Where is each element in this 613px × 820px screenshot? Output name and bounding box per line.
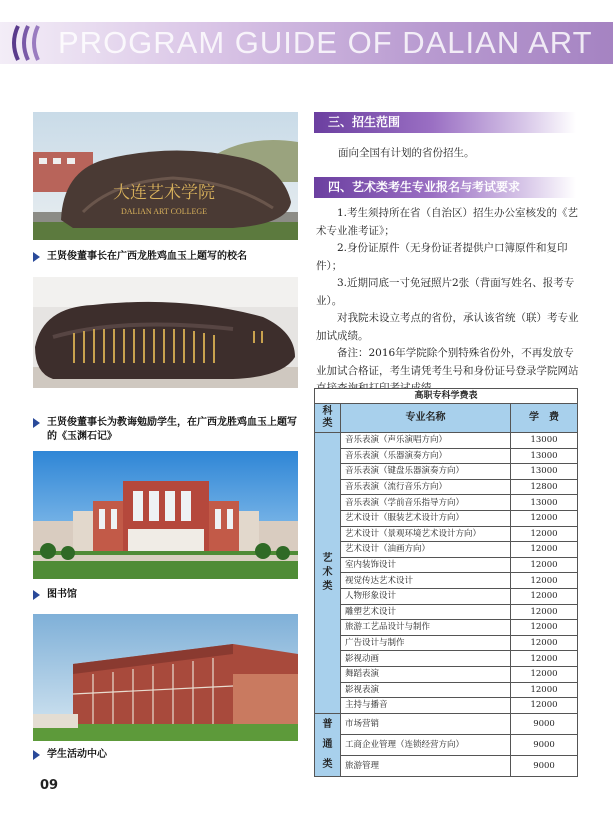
fee-cell: 12000 bbox=[511, 682, 578, 698]
photo-library bbox=[33, 451, 298, 579]
table-row bbox=[315, 755, 578, 776]
section-heading-enrollment-scope: 三、招生范围 bbox=[314, 112, 576, 133]
requirement-note-province: 对我院未设立考点的省份，承认该省统（联）考专业加试成绩。 bbox=[316, 312, 579, 342]
major-name-cell: 音乐表演（键盘乐器演奏方向） bbox=[341, 464, 511, 480]
requirement-note-remark: 备注：2016年学院除个别特殊省份外，不再发放专业加试合格证，考生请凭考生号和身份证号登录学院网站 bbox=[316, 347, 579, 377]
fee-cell: 12000 bbox=[511, 635, 578, 651]
major-name-cell: 旅游工艺品设计与制作 bbox=[341, 620, 511, 636]
table-row bbox=[315, 573, 578, 589]
caption-marker-icon bbox=[33, 252, 40, 262]
table-row bbox=[315, 479, 578, 495]
fee-cell: 12000 bbox=[511, 526, 578, 542]
photo-stone-school-name bbox=[33, 112, 298, 240]
major-name-cell: 工商企业管理（连锁经营方向） bbox=[341, 734, 511, 755]
photo-stone-essay bbox=[33, 277, 298, 388]
fee-cell: 12000 bbox=[511, 604, 578, 620]
major-name-cell: 室内装饰设计 bbox=[341, 557, 511, 573]
major-name-cell: 艺术设计（服装艺术设计方向） bbox=[341, 510, 511, 526]
banner-title: PROGRAM GUIDE OF DALIAN ART bbox=[58, 25, 593, 60]
fee-cell: 12000 bbox=[511, 620, 578, 636]
stone-inscription-latin: DALIAN ART COLLEGE bbox=[121, 207, 208, 216]
requirement-item-1: 1.考生须持所在省（自治区）招生办公室核发的《艺术专业准考证》； bbox=[316, 207, 579, 237]
category-cell: 普通类 bbox=[315, 713, 341, 776]
caption-marker-icon bbox=[33, 590, 40, 600]
major-name-cell: 音乐表演（声乐演唱方向） bbox=[341, 433, 511, 449]
table-row bbox=[315, 635, 578, 651]
major-name-cell: 音乐表演（流行音乐方向） bbox=[341, 479, 511, 495]
fee-cell: 12000 bbox=[511, 557, 578, 573]
major-name-cell: 旅游管理 bbox=[341, 755, 511, 776]
requirement-item-2: 2.身份证原件（无身份证者提供户口簿原件和复印件）； bbox=[316, 242, 568, 272]
table-row bbox=[315, 682, 578, 698]
section-heading-exam-requirements: 四、艺术类考生专业报名与考试要求 bbox=[314, 177, 576, 198]
major-name-cell: 艺术设计（景观环境艺术设计方向） bbox=[341, 526, 511, 542]
table-row bbox=[315, 495, 578, 511]
major-name-cell: 影视表演 bbox=[341, 682, 511, 698]
fee-cell: 12000 bbox=[511, 542, 578, 558]
major-name-cell: 雕塑艺术设计 bbox=[341, 604, 511, 620]
major-name-cell: 人物形象设计 bbox=[341, 588, 511, 604]
photo-caption-2: 王贤俊董事长为教诲勉励学生，在广西龙胜鸡血玉上题写的《玉渊石记》 bbox=[33, 416, 303, 444]
table-header-category: 科类 bbox=[315, 404, 341, 433]
fee-cell: 9000 bbox=[511, 713, 578, 734]
major-name-cell: 音乐表演（学前音乐指导方向） bbox=[341, 495, 511, 511]
tuition-fee-table bbox=[314, 388, 578, 777]
table-row bbox=[315, 542, 578, 558]
caption-marker-icon bbox=[33, 418, 40, 428]
table-row bbox=[315, 588, 578, 604]
fee-cell: 12000 bbox=[511, 573, 578, 589]
table-row bbox=[315, 604, 578, 620]
photo-caption-3: 图书馆 bbox=[33, 588, 303, 602]
fee-cell: 12000 bbox=[511, 588, 578, 604]
table-row bbox=[315, 698, 578, 714]
fee-cell: 9000 bbox=[511, 734, 578, 755]
enrollment-scope-text: 面向全国有计划的省份招生。 bbox=[338, 147, 475, 159]
fee-cell: 12000 bbox=[511, 510, 578, 526]
table-row bbox=[315, 734, 578, 755]
major-name-cell: 视觉传达艺术设计 bbox=[341, 573, 511, 589]
banner-stripes-icon bbox=[8, 24, 54, 62]
stone-inscription: 大连艺术学院 bbox=[113, 183, 215, 203]
photo-caption-4: 学生活动中心 bbox=[33, 748, 303, 762]
table-row bbox=[315, 620, 578, 636]
fee-cell: 13000 bbox=[511, 448, 578, 464]
header-banner bbox=[0, 22, 613, 64]
major-name-cell: 音乐表演（乐器演奏方向） bbox=[341, 448, 511, 464]
table-header-fee: 学 费 bbox=[511, 404, 578, 433]
fee-cell: 12000 bbox=[511, 651, 578, 667]
fee-cell: 12000 bbox=[511, 666, 578, 682]
table-row bbox=[315, 557, 578, 573]
table-row bbox=[315, 713, 578, 734]
fee-cell: 12000 bbox=[511, 698, 578, 714]
table-row bbox=[315, 448, 578, 464]
major-name-cell: 舞蹈表演 bbox=[341, 666, 511, 682]
fee-cell: 13000 bbox=[511, 495, 578, 511]
photo-student-center bbox=[33, 614, 298, 741]
photo-caption-1: 王贤俊董事长在广西龙胜鸡血玉上题写的校名 bbox=[33, 250, 303, 264]
table-title: 高职专科学费表 bbox=[315, 389, 578, 404]
caption-marker-icon bbox=[33, 750, 40, 760]
table-row bbox=[315, 433, 578, 449]
table-row bbox=[315, 651, 578, 667]
major-name-cell: 市场营销 bbox=[341, 713, 511, 734]
major-name-cell: 艺术设计（油画方向） bbox=[341, 542, 511, 558]
fee-cell: 13000 bbox=[511, 464, 578, 480]
fee-cell: 12800 bbox=[511, 479, 578, 495]
exam-requirements-body bbox=[316, 205, 581, 398]
table-body bbox=[315, 433, 578, 777]
table-row bbox=[315, 510, 578, 526]
table-row bbox=[315, 464, 578, 480]
major-name-cell: 影视动画 bbox=[341, 651, 511, 667]
fee-cell: 9000 bbox=[511, 755, 578, 776]
major-name-cell: 主持与播音 bbox=[341, 698, 511, 714]
fee-cell: 13000 bbox=[511, 433, 578, 449]
table-row bbox=[315, 526, 578, 542]
page-number: 09 bbox=[40, 778, 59, 793]
category-cell: 艺术类 bbox=[315, 433, 341, 714]
major-name-cell: 广告设计与制作 bbox=[341, 635, 511, 651]
table-header-major: 专业名称 bbox=[341, 404, 511, 433]
table-row bbox=[315, 666, 578, 682]
requirement-item-3: 3.近期同底一寸免冠照片2张（背面写姓名、报考专业）。 bbox=[316, 277, 575, 307]
